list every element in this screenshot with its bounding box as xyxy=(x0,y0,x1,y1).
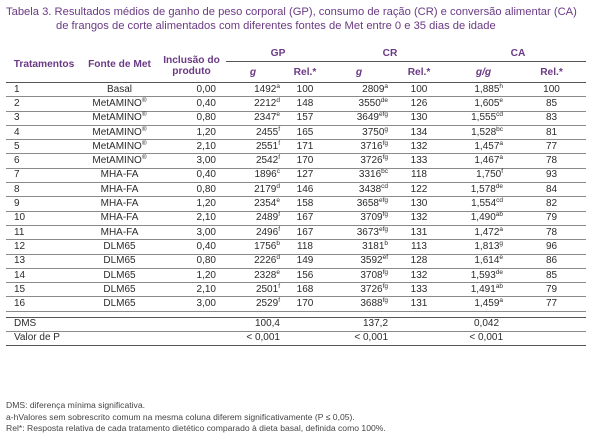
cell-gp-rel: 165 xyxy=(280,125,330,139)
table-row xyxy=(6,254,586,268)
header-inclusao-do-produto: Inclusão do produto xyxy=(157,46,226,83)
p-value-label: Valor de P xyxy=(6,331,82,345)
cell-cr-rel: 128 xyxy=(388,254,450,268)
cell-fonte: MHA-FA xyxy=(82,197,157,211)
cell-cr-rel: 130 xyxy=(388,111,450,125)
dms-label: DMS xyxy=(6,317,82,331)
cell-inclusao: 0,80 xyxy=(157,254,226,268)
footnote-relative: Rel*: Resposta relativa de cada tratamento dietético comparado à dieta basal, definida como 100%. xyxy=(6,423,386,433)
cell-inclusao: 0,40 xyxy=(157,168,226,182)
dms-gp: 100,4 xyxy=(226,317,280,331)
cell-cr: $3726^{fg}$ xyxy=(330,283,388,297)
cell-ca-rel: 93 xyxy=(517,168,586,182)
cell-gp-rel: 170 xyxy=(280,154,330,168)
cell-cr: 3750$^g$ xyxy=(330,125,388,139)
cell-cr-rel: 134 xyxy=(388,125,450,139)
cell-ca: 1,554$^{cd}$ xyxy=(450,197,517,211)
cell-tratamento: 13 xyxy=(6,254,82,268)
cell-gp: 2501$^f$ xyxy=(226,283,280,297)
cell-cr-rel: 132 xyxy=(388,140,450,154)
cell-tratamento: 16 xyxy=(6,297,82,311)
cell-gp-rel: 156 xyxy=(280,268,330,282)
cell-gp: 2529$^f$ xyxy=(226,297,280,311)
cell-fonte: DLM65 xyxy=(82,297,157,311)
cell-fonte: Basal xyxy=(82,83,157,97)
cell-ca-rel: 85 xyxy=(517,268,586,282)
p-value-cr: < 0,001 xyxy=(330,331,388,345)
cell-gp: 1756$^b$ xyxy=(226,240,280,254)
cell-tratamento: 9 xyxy=(6,197,82,211)
cell-cr: 3181$^b$ xyxy=(330,240,388,254)
table-row xyxy=(6,154,586,168)
table-row xyxy=(6,111,586,125)
caption-line-1: Tabela 3. Resultados médios de ganho de peso corporal (GP), consumo de ração (CR) e conversão alimentar (CA) xyxy=(6,6,577,18)
cell-gp-rel: 118 xyxy=(280,240,330,254)
cell-fonte: MHA-FA xyxy=(82,168,157,182)
cell-tratamento: 2 xyxy=(6,97,82,111)
cell-cr-rel: 122 xyxy=(388,183,450,197)
table-row xyxy=(6,283,586,297)
cell-inclusao: 1,20 xyxy=(157,197,226,211)
cell-ca-rel: 84 xyxy=(517,183,586,197)
table-row xyxy=(6,125,586,139)
cell-ca: 1,459$^a$ xyxy=(450,297,517,311)
header-gp: GP xyxy=(226,46,330,62)
cell-gp-rel: 100 xyxy=(280,83,330,97)
cell-tratamento: 4 xyxy=(6,125,82,139)
cell-inclusao: 0,80 xyxy=(157,183,226,197)
cell-tratamento: 8 xyxy=(6,183,82,197)
cell-fonte: DLM65 xyxy=(82,254,157,268)
cell-cr-rel: 132 xyxy=(388,268,450,282)
cell-cr-rel: 132 xyxy=(388,211,450,225)
cell-inclusao: 0,40 xyxy=(157,97,226,111)
cell-inclusao: 2,10 xyxy=(157,283,226,297)
cell-gp-rel: 167 xyxy=(280,225,330,239)
p-value-gp: < 0,001 xyxy=(226,331,280,345)
cell-ca-rel: 79 xyxy=(517,283,586,297)
cell-inclusao: 2,10 xyxy=(157,211,226,225)
cell-ca: 1,750$^f$ xyxy=(450,168,517,182)
header-cr-g: g xyxy=(330,62,388,83)
cell-gp: 2179$^d$ xyxy=(226,183,280,197)
cell-ca: 1,491$^{ab}$ xyxy=(450,283,517,297)
cell-ca-rel: 78 xyxy=(517,154,586,168)
cell-ca-rel: 81 xyxy=(517,125,586,139)
cell-cr-rel: 130 xyxy=(388,197,450,211)
cell-gp-rel: 170 xyxy=(280,297,330,311)
header-gp-rel: Rel.* xyxy=(280,62,330,83)
cell-ca: 1,614e xyxy=(450,254,517,268)
cell-cr: $3649^{efg}$ xyxy=(330,111,388,125)
cell-ca: 1,490$^{ab}$ xyxy=(450,211,517,225)
table-row xyxy=(6,97,586,111)
footnotes xyxy=(6,400,596,435)
cell-ca-rel: 85 xyxy=(517,97,586,111)
cell-ca: 1,528$^{bc}$ xyxy=(450,125,517,139)
cell-gp: 2542$^f$ xyxy=(226,154,280,168)
cell-ca: 1,605e xyxy=(450,97,517,111)
cell-ca-rel: 96 xyxy=(517,240,586,254)
cell-fonte: MetAMINO® xyxy=(82,97,157,111)
table-row xyxy=(6,140,586,154)
cell-ca: 1,457$^a$ xyxy=(450,140,517,154)
cell-gp: 1492$^a$ xyxy=(226,83,280,97)
cell-gp: 2489$^f$ xyxy=(226,211,280,225)
cell-tratamento: 6 xyxy=(6,154,82,168)
cell-gp: 2496$^f$ xyxy=(226,225,280,239)
cell-ca: 1,472$^a$ xyxy=(450,225,517,239)
footnote-dms: DMS: diferença mínima significativa. xyxy=(6,400,145,410)
cell-gp: 2226$^d$ xyxy=(226,254,280,268)
cell-ca-rel: 100 xyxy=(517,83,586,97)
cell-cr: $3316^{bc}$ xyxy=(330,168,388,182)
results-table-body xyxy=(6,83,586,312)
cell-inclusao: 0,00 xyxy=(157,83,226,97)
cell-cr-rel: 131 xyxy=(388,297,450,311)
cell-tratamento: 1 xyxy=(6,83,82,97)
table-row xyxy=(6,211,586,225)
cell-cr-rel: 126 xyxy=(388,97,450,111)
cell-tratamento: 14 xyxy=(6,268,82,282)
cell-inclusao: 1,20 xyxy=(157,268,226,282)
cell-inclusao: 3,00 xyxy=(157,297,226,311)
cell-ca-rel: 77 xyxy=(517,297,586,311)
cell-tratamento: 5 xyxy=(6,140,82,154)
cell-ca-rel: 86 xyxy=(517,254,586,268)
cell-tratamento: 10 xyxy=(6,211,82,225)
cell-gp: 2212$^d$ xyxy=(226,97,280,111)
cell-cr: $3708^{fg}$ xyxy=(330,268,388,282)
cell-cr: $3716^{fg}$ xyxy=(330,140,388,154)
cell-fonte: MetAMINO® xyxy=(82,154,157,168)
table-row xyxy=(6,83,586,97)
cell-ca: 1,578de xyxy=(450,183,517,197)
cell-cr-rel: 133 xyxy=(388,154,450,168)
table-row xyxy=(6,197,586,211)
header-cr-rel: Rel.* xyxy=(388,62,450,83)
cell-tratamento: 12 xyxy=(6,240,82,254)
table-row xyxy=(6,297,586,311)
cell-gp: 2328e xyxy=(226,268,280,282)
table-row xyxy=(6,183,586,197)
cell-gp: 1896$^c$ xyxy=(226,168,280,182)
header-ca-rel: Rel.* xyxy=(517,62,586,83)
cell-cr-rel: 118 xyxy=(388,168,450,182)
cell-ca: 1,593de xyxy=(450,268,517,282)
header-ca-gg: g/g xyxy=(450,62,517,83)
cell-fonte: DLM65 xyxy=(82,268,157,282)
cell-cr-rel: 133 xyxy=(388,283,450,297)
dms-ca: 0,042 xyxy=(450,317,517,331)
cell-cr-rel: 113 xyxy=(388,240,450,254)
table-row xyxy=(6,168,586,182)
cell-gp: 2551$^f$ xyxy=(226,140,280,154)
header-gp-g: g xyxy=(226,62,280,83)
cell-tratamento: 11 xyxy=(6,225,82,239)
cell-fonte: DLM65 xyxy=(82,283,157,297)
p-value-ca: < 0,001 xyxy=(450,331,517,345)
cell-cr: $3673^{efg}$ xyxy=(330,225,388,239)
cell-fonte: MetAMINO® xyxy=(82,125,157,139)
cell-cr: $3592^{ef}$ xyxy=(330,254,388,268)
table-caption xyxy=(6,5,596,33)
cell-gp-rel: 127 xyxy=(280,168,330,182)
cell-ca: 1,555$^{cd}$ xyxy=(450,111,517,125)
cell-cr-rel: 131 xyxy=(388,225,450,239)
cell-gp: 2354e xyxy=(226,197,280,211)
cell-fonte: MetAMINO® xyxy=(82,111,157,125)
cell-cr: $3688^{fg}$ xyxy=(330,297,388,311)
cell-gp: 2455$^f$ xyxy=(226,125,280,139)
table-row xyxy=(6,225,586,239)
cell-cr: $3726^{fg}$ xyxy=(330,154,388,168)
p-value-row xyxy=(6,331,586,345)
cell-inclusao: 0,40 xyxy=(157,240,226,254)
cell-ca: 1,467$^a$ xyxy=(450,154,517,168)
header-tratamentos: Tratamentos xyxy=(6,46,82,83)
dms-cr: 137,2 xyxy=(330,317,388,331)
results-table xyxy=(6,46,586,346)
cell-gp: 2347e xyxy=(226,111,280,125)
cell-fonte: MetAMINO® xyxy=(82,140,157,154)
cell-gp-rel: 149 xyxy=(280,254,330,268)
cell-inclusao: 3,00 xyxy=(157,225,226,239)
cell-fonte: MHA-FA xyxy=(82,211,157,225)
cell-gp-rel: 157 xyxy=(280,111,330,125)
footnote-superscripts: a-hValores sem sobrescrito comum na mesma coluna diferem significativamente (P ≤ 0,05). xyxy=(6,411,355,422)
cell-tratamento: 3 xyxy=(6,111,82,125)
cell-tratamento: 15 xyxy=(6,283,82,297)
header-cr: CR xyxy=(330,46,450,62)
cell-ca-rel: 83 xyxy=(517,111,586,125)
cell-ca: 1,813$^g$ xyxy=(450,240,517,254)
cell-cr: $3658^{efg}$ xyxy=(330,197,388,211)
cell-ca-rel: 77 xyxy=(517,140,586,154)
cell-cr: $3438^{cd}$ xyxy=(330,183,388,197)
cell-gp-rel: 167 xyxy=(280,211,330,225)
cell-cr-rel: 100 xyxy=(388,83,450,97)
cell-cr: $3709^{fg}$ xyxy=(330,211,388,225)
cell-fonte: MHA-FA xyxy=(82,225,157,239)
cell-fonte: DLM65 xyxy=(82,240,157,254)
table-row xyxy=(6,240,586,254)
cell-fonte: MHA-FA xyxy=(82,183,157,197)
header-fonte-de-met: Fonte de Met xyxy=(82,46,157,83)
table-row xyxy=(6,268,586,282)
cell-inclusao: 2,10 xyxy=(157,140,226,154)
header-ca: CA xyxy=(450,46,586,62)
cell-ca: 1,885$^h$ xyxy=(450,83,517,97)
caption-line-2: de frangos de corte alimentados com diferentes fontes de Met entre 0 e 35 dias de idade xyxy=(56,20,496,32)
cell-tratamento: 7 xyxy=(6,168,82,182)
cell-cr: 2809$^a$ xyxy=(330,83,388,97)
dms-row xyxy=(6,317,586,331)
cell-gp-rel: 148 xyxy=(280,97,330,111)
cell-ca-rel: 79 xyxy=(517,211,586,225)
cell-gp-rel: 171 xyxy=(280,140,330,154)
cell-cr: 3550de xyxy=(330,97,388,111)
cell-gp-rel: 158 xyxy=(280,197,330,211)
cell-ca-rel: 82 xyxy=(517,197,586,211)
cell-inclusao: 1,20 xyxy=(157,125,226,139)
cell-inclusao: 3,00 xyxy=(157,154,226,168)
cell-ca-rel: 78 xyxy=(517,225,586,239)
cell-gp-rel: 146 xyxy=(280,183,330,197)
cell-inclusao: 0,80 xyxy=(157,111,226,125)
cell-gp-rel: 168 xyxy=(280,283,330,297)
